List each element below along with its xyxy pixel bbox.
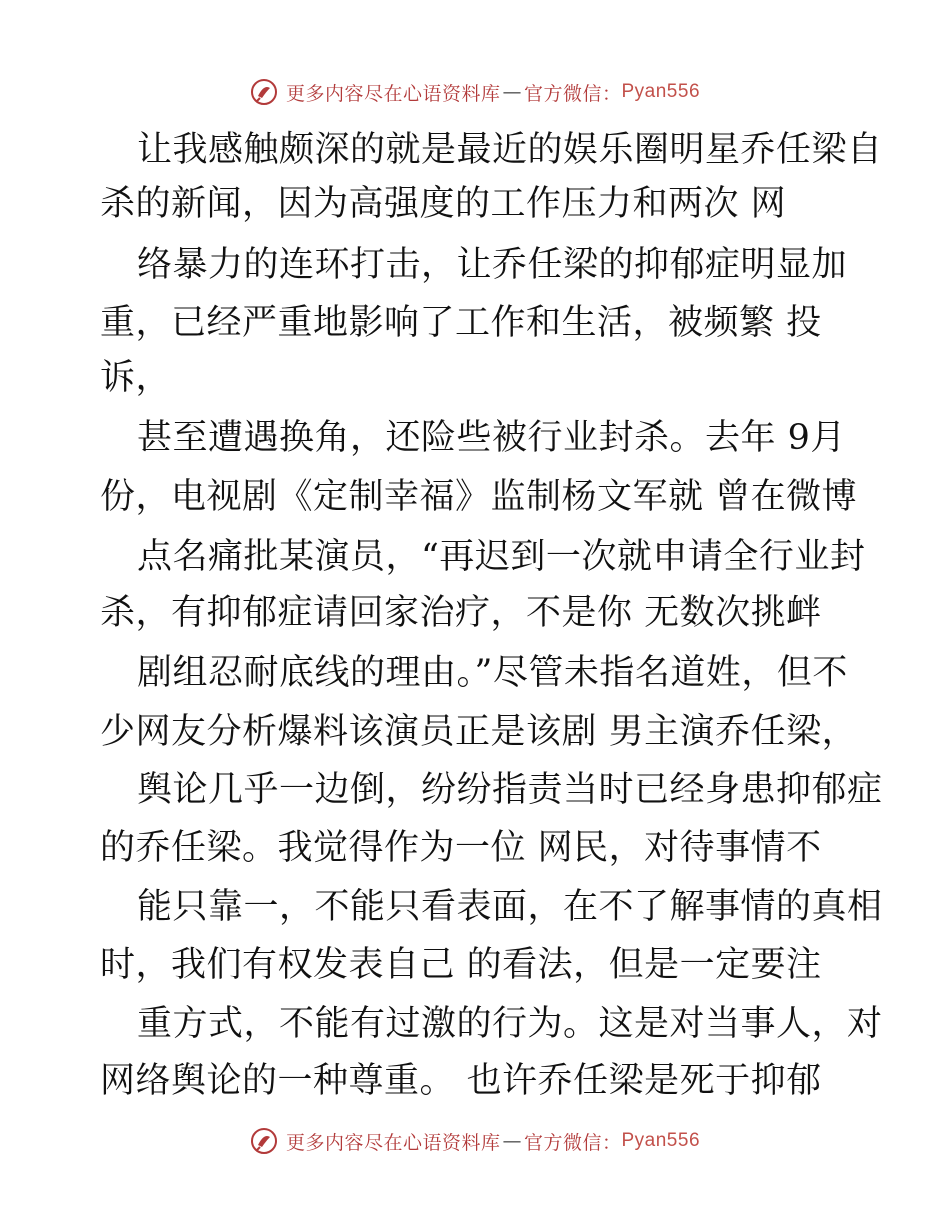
text-line: 甚至遭遇换角，还险些被行业封杀。去年 9月: [137, 418, 846, 458]
watermark-brand-text: 更多内容尽在心语资料库: [285, 82, 501, 105]
text-line: 杀，有抑郁症请回家治疗，不是你 无数次挑衅: [100, 593, 822, 633]
text-line: 杀的新闻，因为高强度的工作压力和两次 网: [100, 184, 787, 224]
text-line: 能只靠一，不能只看表面，在不了解事情的真相: [137, 887, 883, 927]
watermark-account: Pyan556: [621, 1130, 701, 1151]
text-line: 重，已经严重地影响了工作和生活，被频繁 投: [100, 303, 822, 343]
text-line: 的乔任梁。我觉得作为一位 网民，对待事情不: [100, 828, 822, 868]
text-line: 点名痛批某演员，“再迟到一次就申请全行业封: [137, 537, 866, 577]
watermark-label: 官方微信：: [523, 1131, 622, 1154]
watermark-dash: —: [502, 81, 522, 103]
header-watermark: [0, 72, 950, 112]
text-line: 份，电视剧《定制幸福》监制杨文军就 曾在微博: [100, 477, 858, 517]
watermark-account: Pyan556: [621, 81, 701, 102]
text-line: 网络舆论的一种尊重。 也许乔任梁是死于抑郁: [100, 1061, 822, 1101]
watermark-brand-text: 更多内容尽在心语资料库: [285, 1131, 501, 1154]
text-line: 重方式，不能有过激的行为。这是对当事人，对: [137, 1004, 883, 1044]
text-line: 剧组忍耐底线的理由。”尽管未指名道姓，但不: [137, 653, 848, 693]
text-line: 让我感触颇深的就是最近的娱乐圈明星乔任梁自: [137, 130, 883, 170]
watermark-dash: —: [502, 1130, 522, 1152]
text-line: 少网友分析爆料该演员正是该剧 男主演乔任梁，: [100, 712, 858, 752]
watermark-label: 官方微信：: [523, 82, 622, 105]
brand-logo-icon: [250, 78, 278, 106]
text-line: 舆论几乎一边倒，纷纷指责当时已经身患抑郁症: [137, 770, 883, 810]
brand-logo-icon: [250, 1127, 278, 1155]
footer-watermark: [0, 1121, 950, 1161]
text-line: 时，我们有权发表自己 的看法，但是一定要注: [100, 945, 822, 985]
text-line: 诉，: [100, 358, 172, 398]
text-line: 络暴力的连环打击，让乔任梁的抑郁症明显加: [137, 245, 848, 285]
